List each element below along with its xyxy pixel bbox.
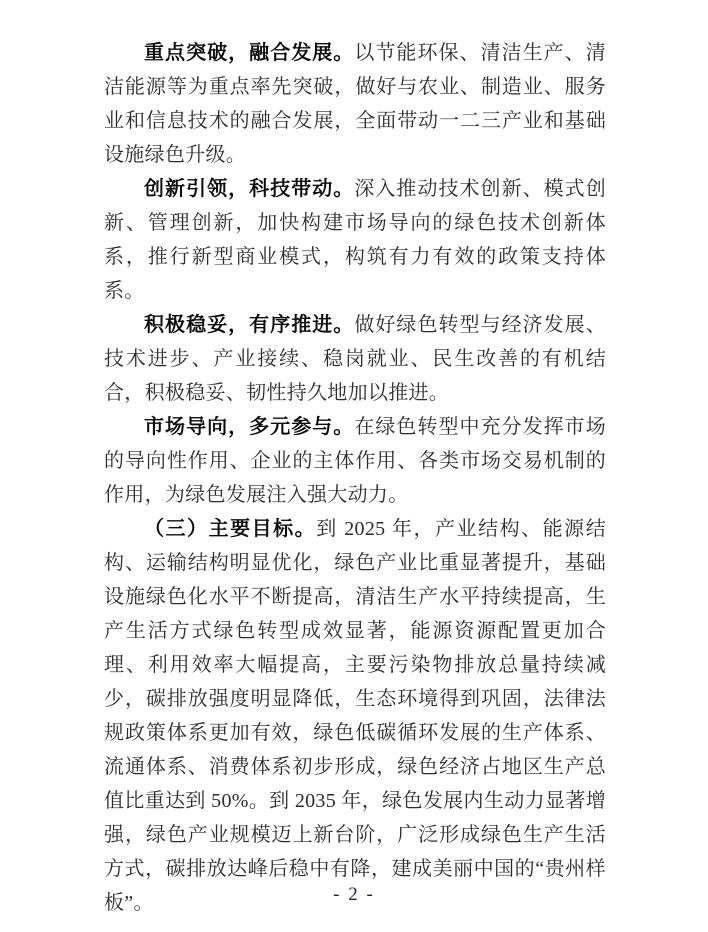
paragraph-lead: 重点突破，融合发展。: [144, 42, 355, 64]
page-number: - 2 -: [333, 884, 375, 905]
document-body: [104, 36, 606, 920]
paragraph-lead: 创新引领，科技带动。: [144, 178, 355, 200]
paragraph: [104, 36, 606, 172]
paragraph: [104, 172, 606, 308]
paragraph-body: 在绿色转型中充分发挥市场的导向性作用、企业的主体作用、各类市场交易机制的作用，为绿色发展注入强大动力。: [104, 416, 607, 506]
paragraph: [104, 308, 606, 410]
paragraph-lead: 积极稳妥，有序推进。: [144, 314, 355, 336]
paragraph-lead: 市场导向，多元参与。: [144, 416, 355, 438]
paragraph-body: 以节能环保、清洁生产、清洁能源等为重点率先突破，做好与农业、制造业、服务业和信息技术的融合发展，全面带动一二三产业和基础设施绿色升级。: [104, 42, 607, 166]
paragraph: [104, 512, 606, 920]
paragraph-body: 深入推动技术创新、模式创新、管理创新，加快构建市场导向的绿色技术创新体系，推行新型商业模式，构筑有力有效的政策支持体系。: [104, 178, 607, 302]
paragraph: [104, 410, 606, 512]
paragraph-body: 做好绿色转型与经济发展、技术进步、产业接续、稳岗就业、民生改善的有机结合，积极稳妥、韧性持久地加以推进。: [104, 314, 607, 404]
paragraph-lead: （三）主要目标。: [144, 518, 317, 540]
paragraph-body: 到 2025 年，产业结构、能源结构、运输结构明显优化，绿色产业比重显著提升，基础设施绿色化水平不断提高，清洁生产水平持续提高，生产生活方式绿色转型成效显著，能源资源配置更加合理、利用效率大幅提高，主要污染物排放总量持续减少，碳排放强度明显降低，生态环境得到巩固，法律法规政策体系更加有效，绿色低碳循环发展的生产体系、流通体系、消费体系初步形成，绿色经济占地区生产总值比重达到 50%。到 2035 年，绿色发展内生动力显著增强，绿色产业规模迈上新台阶，广泛形成绿色生产生活方式，碳排放达峰后稳中有降，建成美丽中国的“贵州样板”。: [104, 518, 606, 914]
